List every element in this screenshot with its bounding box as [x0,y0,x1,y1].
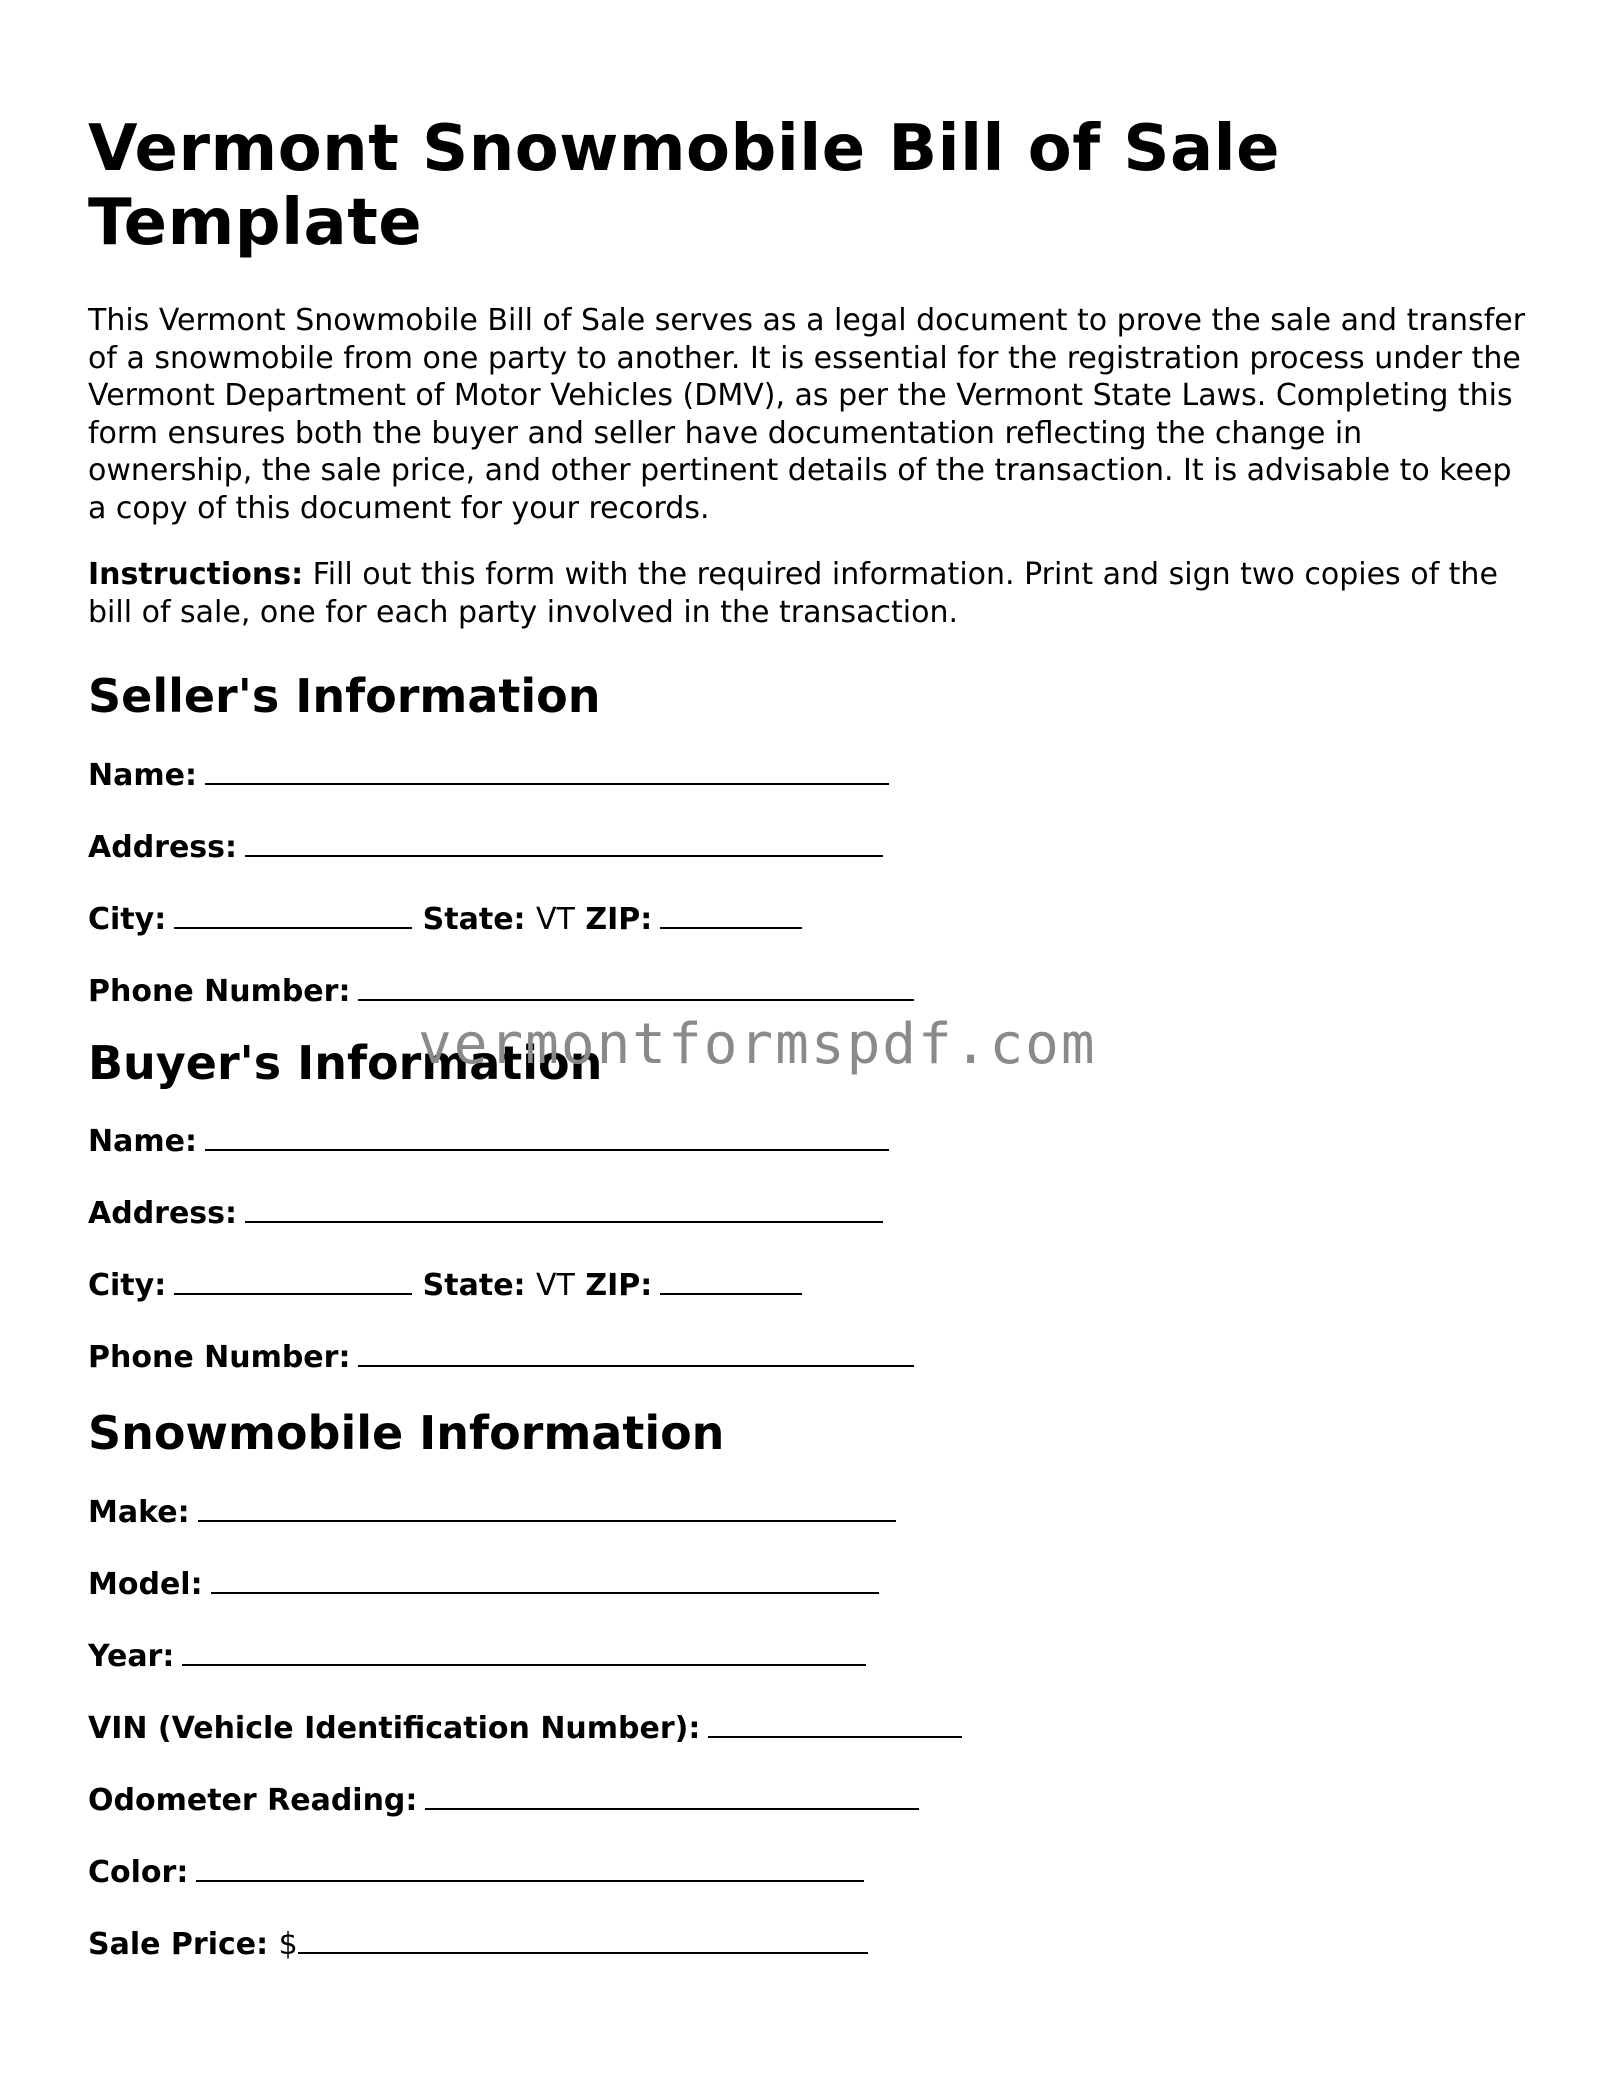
buyer-name-label: Name: [88,1124,197,1159]
vin-input[interactable] [708,1708,962,1738]
seller-name-label: Name: [88,758,197,793]
buyer-state-label: State: [422,1268,526,1303]
sale-price-field [88,1924,1528,1963]
seller-zip-input[interactable] [660,899,802,929]
odometer-label: Odometer Reading: [88,1783,418,1818]
seller-city-input[interactable] [174,899,412,929]
seller-zip-label: ZIP: [585,902,653,937]
make-field [88,1492,1528,1531]
buyer-state-value: VT [536,1268,575,1303]
odometer-input[interactable] [425,1780,919,1810]
buyer-address-label: Address: [88,1196,238,1231]
buyer-phone-field [88,1337,1528,1376]
seller-phone-input[interactable] [358,971,914,1001]
model-field [88,1564,1528,1603]
seller-phone-label: Phone Number: [88,974,351,1009]
seller-address-field [88,827,1528,866]
seller-address-label: Address: [88,830,238,865]
buyer-phone-input[interactable] [358,1337,914,1367]
model-label: Model: [88,1567,203,1602]
buyer-name-input[interactable] [205,1121,889,1151]
buyer-heading: Buyer's Information [88,1036,603,1090]
watermark: vermontformspdf.com [418,1012,1097,1077]
buyer-phone-label: Phone Number: [88,1340,351,1375]
sale-price-label: Sale Price: [88,1927,269,1962]
color-field [88,1852,1528,1891]
model-input[interactable] [211,1564,879,1594]
sale-price-input[interactable] [298,1924,868,1954]
dollar-sign: $ [278,1927,298,1962]
year-field [88,1636,1528,1675]
seller-name-field [88,755,1528,794]
buyer-address-field [88,1193,1528,1232]
odometer-field [88,1780,1528,1819]
make-label: Make: [88,1495,190,1530]
color-input[interactable] [196,1852,864,1882]
buyer-address-input[interactable] [245,1193,883,1223]
seller-state-label: State: [422,902,526,937]
make-input[interactable] [198,1492,896,1522]
seller-state-value: VT [536,902,575,937]
buyer-city-row [88,1265,1528,1304]
seller-phone-field [88,971,1528,1010]
seller-name-input[interactable] [205,755,889,785]
seller-address-input[interactable] [245,827,883,857]
vin-label: VIN (Vehicle Identification Number): [88,1711,701,1746]
instructions-paragraph [88,556,1528,631]
buyer-city-input[interactable] [174,1265,412,1295]
buyer-city-label: City: [88,1268,167,1303]
seller-heading: Seller's Information [88,669,601,723]
year-label: Year: [88,1639,175,1674]
buyer-name-field [88,1121,1528,1160]
buyer-zip-label: ZIP: [585,1268,653,1303]
year-input[interactable] [182,1636,866,1666]
buyer-zip-input[interactable] [660,1265,802,1295]
seller-city-label: City: [88,902,167,937]
seller-city-row [88,899,1528,938]
instructions-label: Instructions: [88,557,304,592]
instructions-text: Fill out this form with the required information. Print and sign two copies of the bill of sale, one for each party involved in the transaction. [88,557,1498,630]
snowmobile-heading: Snowmobile Information [88,1406,725,1460]
intro-paragraph: This Vermont Snowmobile Bill of Sale serves as a legal document to prove the sale and transfer of a snowmobile from one party to another. It is essential for the registration process under the Vermont Department of Motor Vehicles (DMV), as per the Vermont State Laws. Completing this form ensures both the buyer and seller have documentation reflecting the change in ownership, the sale price, and other pertinent details of the transaction. It is advisable to keep a copy of this document for your records. [88,303,1526,526]
page-title: Vermont Snowmobile Bill of Sale Template [88,112,1280,260]
color-label: Color: [88,1855,189,1890]
vin-field [88,1708,1528,1747]
